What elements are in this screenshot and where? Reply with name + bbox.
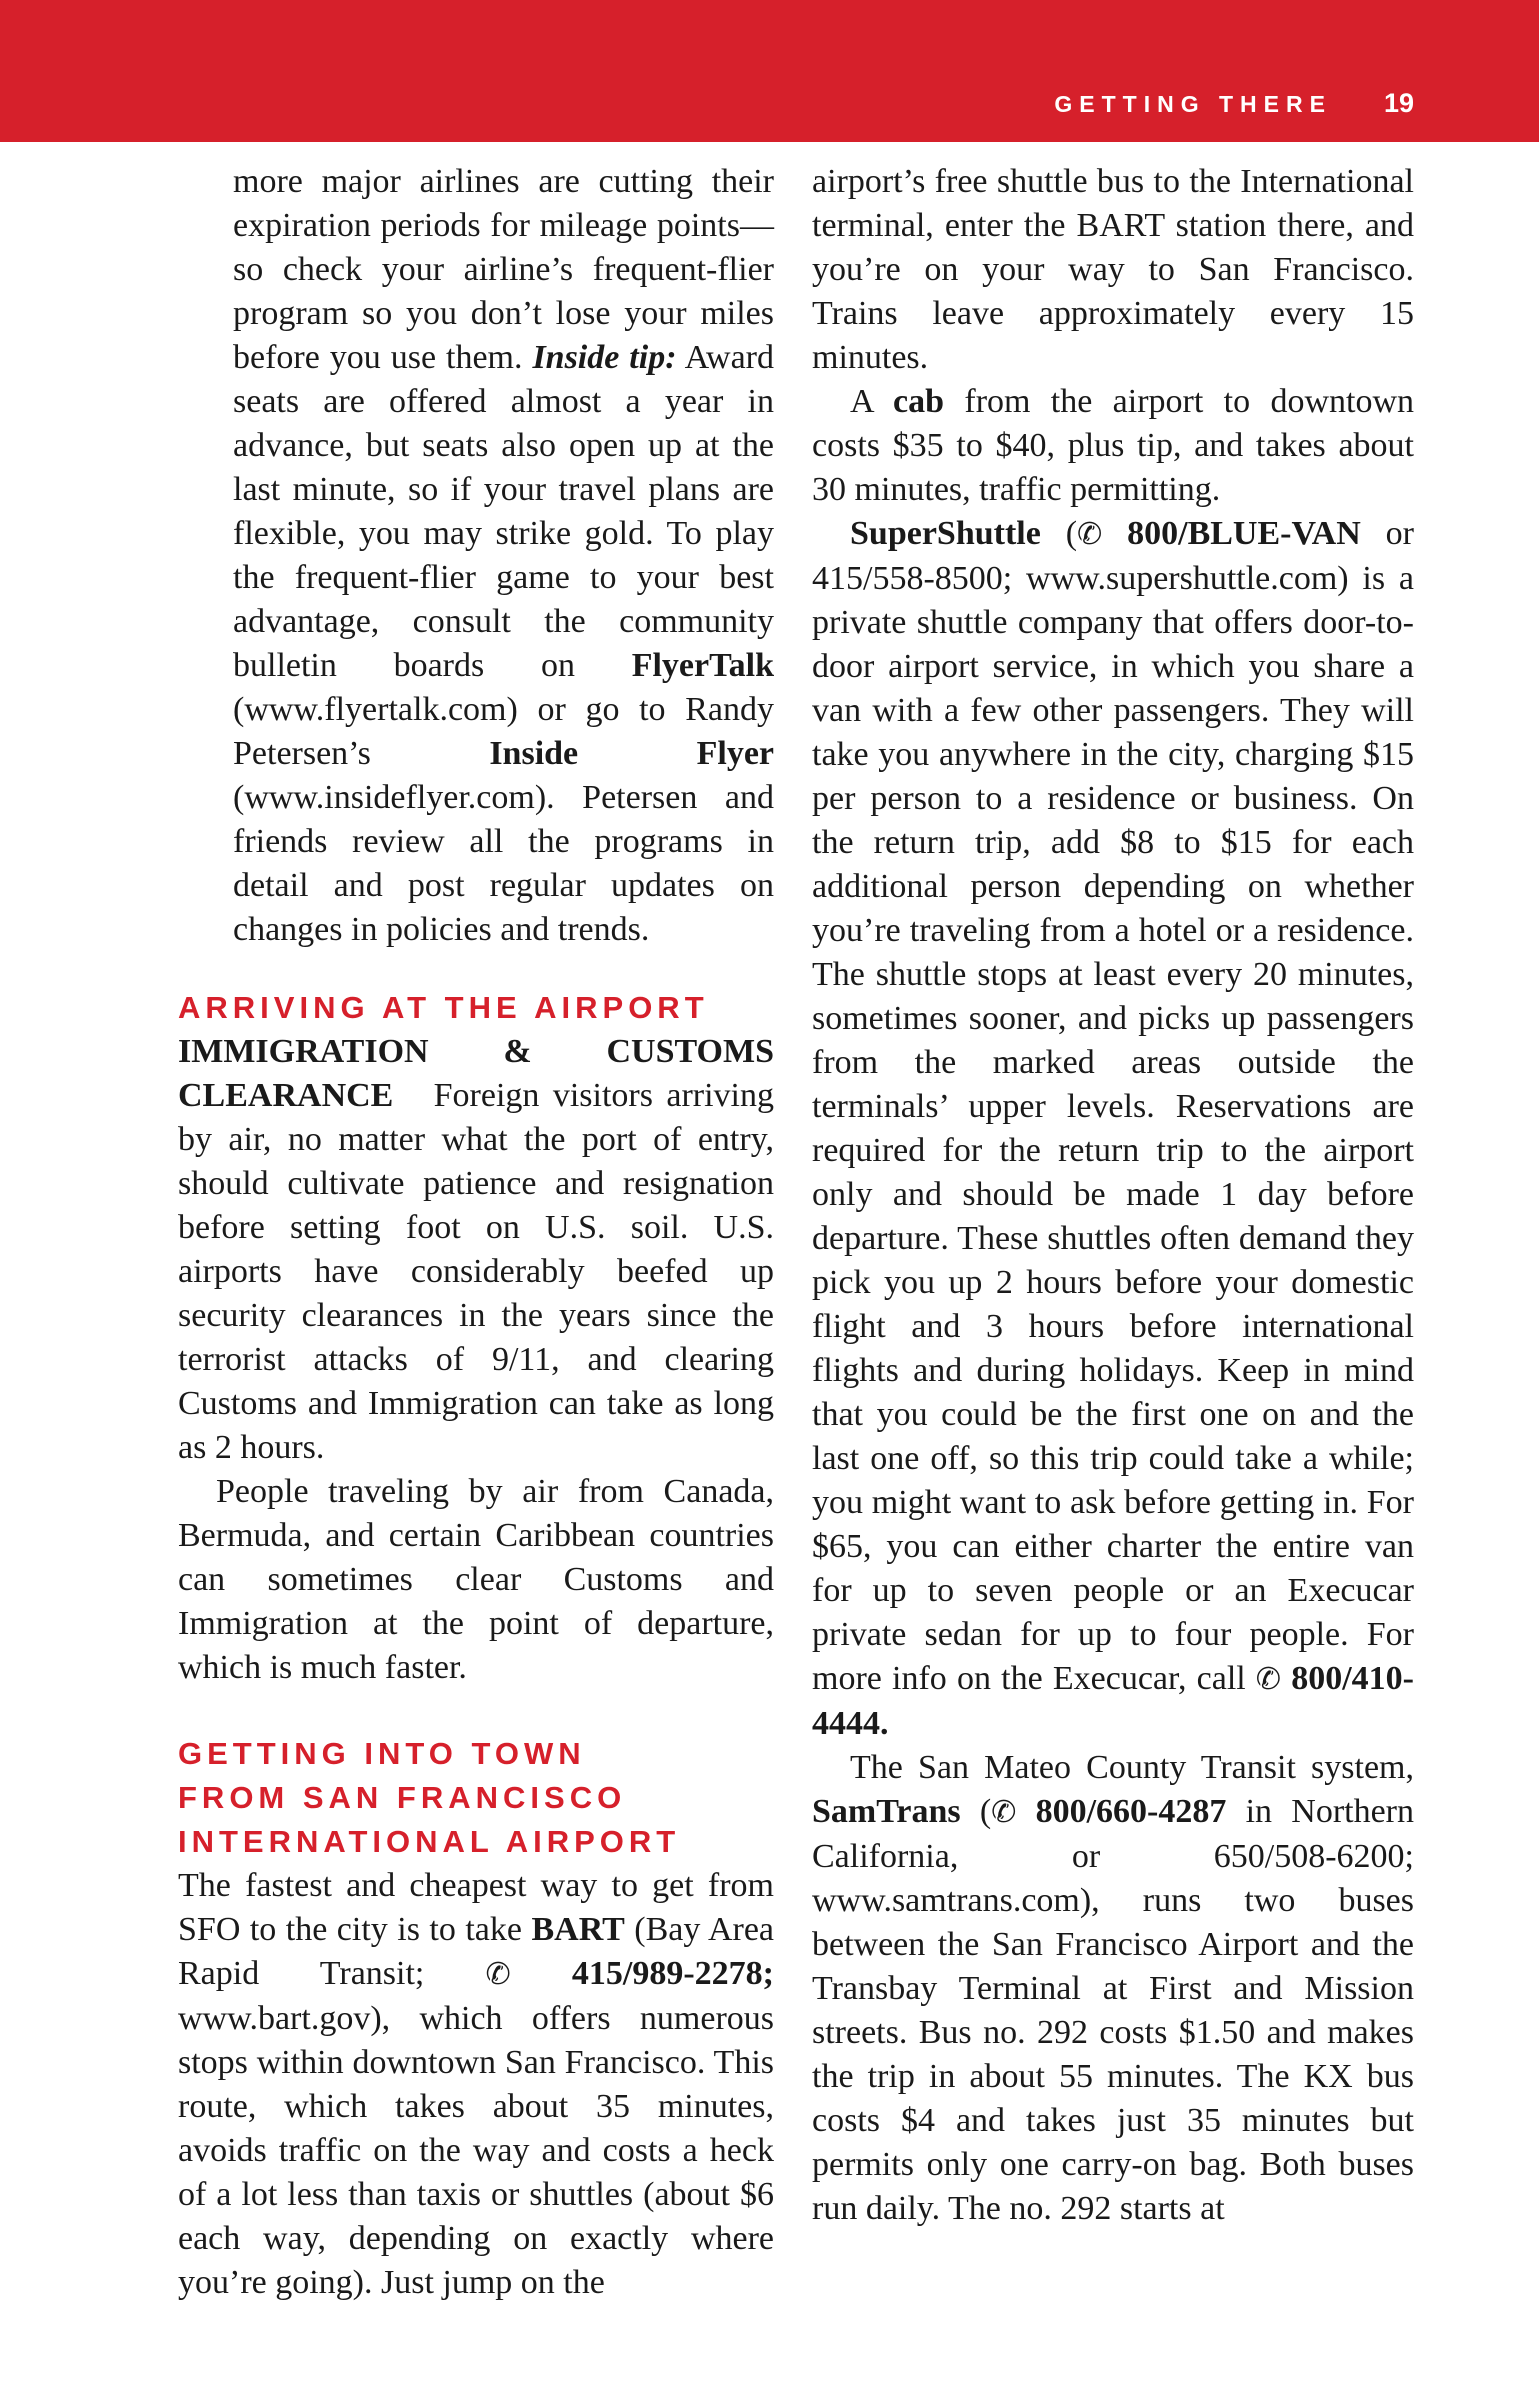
header-band — [0, 0, 1539, 142]
supershuttle-phone: 800/BLUE-VAN — [1127, 515, 1361, 552]
running-head — [1054, 88, 1414, 119]
paragraph-immigration: IMMIGRATION & CUSTOMS CLEARANCE Foreign visitors arriving by air, no matter what the port of entry, should cultivate patience and resignation before setting foot on U.S. soil. U.S. airports have considerably beefed up security clearances in the years since the terrorist attacks of 9/11, and clearing Customs and Immigration can take as long as 2 hours. — [178, 1033, 774, 1466]
paragraph-bart-shuttle: airport’s free shuttle bus to the International terminal, enter the BART station there, and you’re on your way to San Francisco. Trains leave approximately every 15 minutes. — [812, 163, 1414, 376]
flyertalk-name: FlyerTalk — [631, 647, 774, 684]
samtrans-name: SamTrans — [812, 1793, 961, 1830]
phone-icon: ✆ — [991, 1795, 1017, 1830]
paragraph-cab: A cab from the airport to downtown costs $35 to $40, plus tip, and takes about 30 minutes, traffic permitting. — [812, 383, 1414, 508]
execucar-phone: 800/410-4444. — [812, 1660, 1414, 1742]
paragraph-samtrans: The San Mateo County Transit system, SamTrans (✆ 800/660-4287 in Northern California, or 650/508-6200; www.samtrans.com), runs two buses between the San Francisco Airport and the Transbay Terminal at First and Mission streets. Bus no. 292 costs $1.50 and makes the trip in about 55 minutes. The KX bus costs $4 and takes just 35 minutes but permits only one carry-on bag. Both buses run daily. The no. 292 starts at — [812, 1749, 1414, 2227]
inside-tip-label: Inside tip: — [532, 339, 677, 376]
paragraph-preclearance: People traveling by air from Canada, Bermuda, and certain Caribbean countries can sometimes clear Customs and Immigration at the point of departure, which is much faster. — [178, 1473, 774, 1686]
phone-icon: ✆ — [485, 1957, 511, 1992]
left-column — [178, 160, 774, 2305]
phone-icon: ✆ — [1077, 517, 1103, 552]
section-title: GETTING THERE — [1054, 91, 1332, 117]
bart-phone: 415/989-2278; — [571, 1955, 774, 1992]
heading-arriving-at-airport: ARRIVING AT THE AIRPORT — [178, 990, 709, 1025]
page-number: 19 — [1383, 88, 1414, 118]
subhead-immigration-customs: IMMIGRATION & CUSTOMS CLEARANCE — [178, 1033, 774, 1114]
right-column — [812, 160, 1414, 2231]
paragraph-bart: The fastest and cheapest way to get from SFO to the city is to take BART (Bay Area Rapid Transit; ✆ 415/989-2278; www.bart.gov), which offers numerous stops within downtown San Francisco. This route, which takes about 35 minutes, avoids traffic on the way and costs a heck of a lot less than taxis or shuttles (about $6 each way, depending on exactly where you’re going). Just jump on the — [178, 1867, 775, 2301]
phone-icon: ✆ — [1255, 1662, 1282, 1697]
cab-label: cab — [893, 383, 945, 420]
inside-flyer-name: Inside Flyer — [489, 735, 775, 772]
samtrans-phone: 800/660-4287 — [1035, 1793, 1227, 1830]
bart-name: BART — [531, 1911, 625, 1948]
paragraph-supershuttle: SuperShuttle (✆ 800/BLUE-VAN or 415/558-8500; www.supershuttle.com) is a private shuttle company that offers door-to-door airport service, in which you share a van with a few other passengers. They will take you anywhere in the city, charging $15 per person to a residence or business. On the return trip, add $8 to $15 for each additional person depending on whether you’re traveling from a hotel or a residence. The shuttle stops at least every 20 minutes, sometimes sooner, and picks up passengers from the marked areas outside the terminals’ upper levels. Reservations are required for the return trip to the airport only and should be made 1 day before departure. These shuttles often demand they pick you up 2 hours before your domestic flight and 3 hours before international flights and during holidays. Keep in mind that you could be the first one on and the last one off, so this trip could take a while; you might want to ask before getting in. For $65, you can either charter the entire van for up to seven people or an Execucar private sedan for up to four people. For more info on the Execucar, call ✆ 800/410-4444. — [812, 515, 1414, 1742]
heading-getting-into-town: GETTING INTO TOWN FROM SAN FRANCISCO INTERNATIONAL AIRPORT — [178, 1736, 681, 1859]
paragraph-frequent-flier: more major airlines are cutting their expiration periods for mileage points—so check your airline’s frequent-flier program so you don’t lose your miles before you use them. Inside tip: Award seats are offered almost a year in advance, but seats also open up at the last minute, so if your travel plans are flexible, you may strike gold. To play the frequent-flier game to your best advantage, consult the community bulletin boards on FlyerTalk (www.flyertalk.com) or go to Randy Petersen’s Inside Flyer (www.insideflyer.com). Petersen and friends review all the programs in detail and post regular updates on changes in policies and trends. — [233, 163, 775, 948]
supershuttle-name: SuperShuttle — [850, 515, 1041, 552]
